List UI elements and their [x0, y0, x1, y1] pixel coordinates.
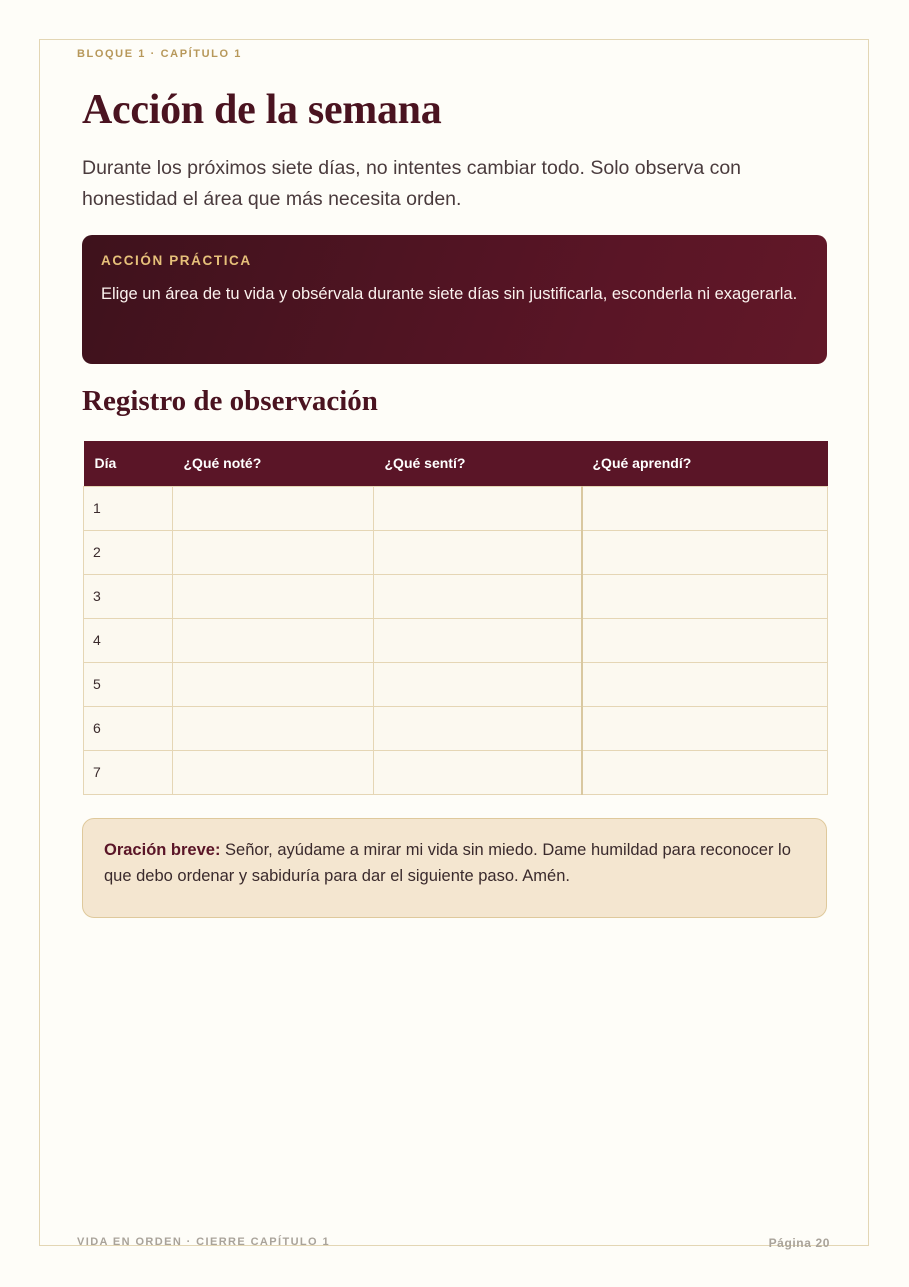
table-row — [84, 486, 828, 530]
intro-paragraph: Durante los próximos siete días, no intentes cambiar todo. Solo observa con honestidad el área que más necesita orden. — [82, 157, 742, 210]
short-prayer-text: Señor, ayúdame a mirar mi vida sin miedo. Dame humildad para reconocer lo que debo ordenar y sabiduría para dar el siguiente paso. Amén. — [104, 841, 791, 885]
noticed-cell[interactable] — [173, 618, 374, 662]
column-header-felt: ¿Qué sentí? — [374, 441, 582, 486]
noticed-cell[interactable] — [173, 706, 374, 750]
table-row — [84, 706, 828, 750]
learned-cell[interactable] — [582, 662, 828, 706]
learned-cell[interactable] — [582, 706, 828, 750]
day-cell: 4 — [84, 618, 173, 662]
table-row — [84, 662, 828, 706]
table-row — [84, 574, 828, 618]
noticed-cell[interactable] — [173, 486, 374, 530]
day-cell: 5 — [84, 662, 173, 706]
observation-log-title: Registro de observación — [82, 385, 378, 417]
felt-cell[interactable] — [374, 706, 582, 750]
day-cell: 7 — [84, 750, 173, 794]
learned-cell[interactable] — [582, 574, 828, 618]
day-cell: 1 — [84, 486, 173, 530]
noticed-cell[interactable] — [173, 750, 374, 794]
felt-cell[interactable] — [374, 618, 582, 662]
day-cell: 3 — [84, 574, 173, 618]
practical-action-label: ACCIÓN PRÁCTICA — [101, 253, 252, 268]
noticed-cell[interactable] — [173, 574, 374, 618]
practical-action-text: Elige un área de tu vida y obsérvala durante siete días sin justificarla, esconderla ni exagerarla. — [101, 285, 798, 303]
table-row — [84, 618, 828, 662]
running-header: BLOQUE 1 · CAPÍTULO 1 — [77, 48, 242, 60]
table-header-row — [84, 441, 828, 486]
felt-cell[interactable] — [374, 662, 582, 706]
felt-cell[interactable] — [374, 486, 582, 530]
learned-cell[interactable] — [582, 618, 828, 662]
learned-cell[interactable] — [582, 750, 828, 794]
footer-running-title: VIDA EN ORDEN · CIERRE CAPÍTULO 1 — [77, 1236, 330, 1248]
page-number: Página 20 — [768, 1236, 830, 1250]
day-cell: 2 — [84, 530, 173, 574]
felt-cell[interactable] — [374, 750, 582, 794]
page-title: Acción de la semana — [82, 87, 442, 133]
learned-cell[interactable] — [582, 530, 828, 574]
table-row — [84, 750, 828, 794]
felt-cell[interactable] — [374, 574, 582, 618]
column-header-learned: ¿Qué aprendí? — [582, 441, 828, 486]
day-cell: 6 — [84, 706, 173, 750]
column-header-day: Día — [84, 441, 173, 486]
column-header-noticed: ¿Qué noté? — [173, 441, 374, 486]
noticed-cell[interactable] — [173, 530, 374, 574]
short-prayer-label: Oración breve: — [104, 841, 226, 859]
felt-cell[interactable] — [374, 530, 582, 574]
observation-log-table — [83, 441, 828, 795]
table-row — [84, 530, 828, 574]
short-prayer-box — [82, 818, 827, 918]
learned-cell[interactable] — [582, 486, 828, 530]
noticed-cell[interactable] — [173, 662, 374, 706]
practical-action-callout — [82, 235, 827, 364]
